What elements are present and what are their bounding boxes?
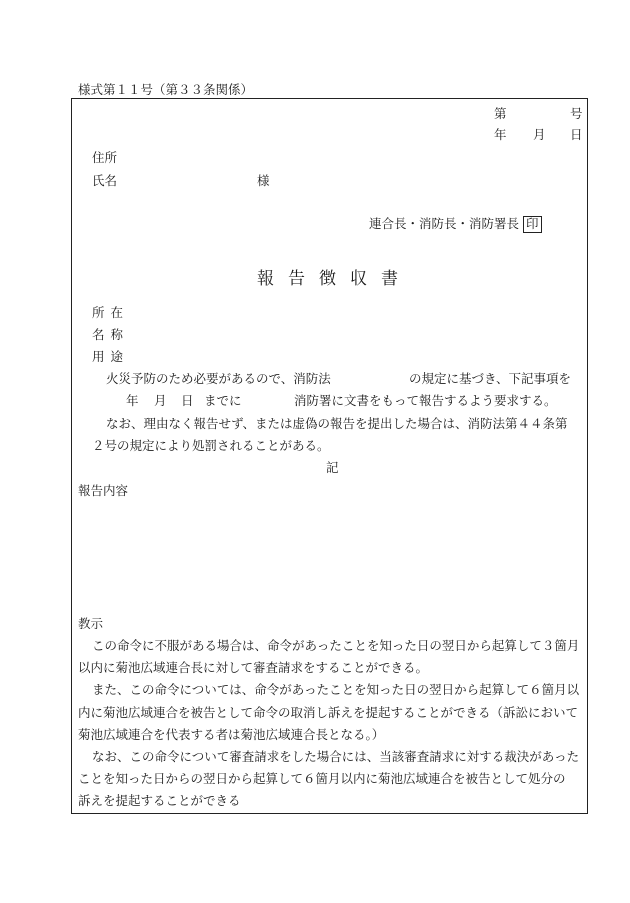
date-year: 年: [494, 127, 507, 142]
body-line3: なお、理由なく報告せず、または虚偽の報告を提出した場合は、消防法第４４条第: [106, 416, 568, 431]
date-month: 月: [533, 127, 546, 142]
doc-number-go: 号: [570, 106, 583, 121]
report-content-label: 報告内容: [78, 483, 129, 498]
form-number: 様式第１１号（第３３条関係）: [78, 82, 254, 97]
issuer: [369, 216, 542, 233]
date-day: 日: [570, 127, 583, 142]
body-line4: ２号の規定により処罰されることがある。: [92, 438, 330, 453]
body-line1-a: 火災予防のため必要があるので、消防法: [106, 371, 331, 386]
name-field-label: 名称: [92, 327, 130, 342]
instruction-p3-line3: 訴えを提起することができる: [78, 793, 241, 808]
address-label: 住所: [92, 150, 118, 165]
document-title: 報告徴収書: [257, 269, 412, 289]
issuer-text: 連合長・消防長・消防署長: [369, 216, 520, 231]
instruction-p3-line2: ことを知った日からの翌日から起算して６箇月以内に菊池広域連合を被告として処分の: [78, 771, 566, 786]
instruction-heading: 教示: [78, 616, 104, 631]
seal-stamp: 印: [523, 216, 542, 233]
honorific: 様: [257, 173, 270, 188]
name-label: 氏名: [92, 173, 118, 188]
instruction-p2-line1: また、この命令については、命令があったことを知った日の翌日から起算して６箇月以: [92, 682, 580, 697]
instruction-p1-line2: 以内に菊池広域連合長に対して審査請求をすることができる。: [78, 660, 429, 675]
body-line1-b: の規定に基づき、下記事項を: [409, 371, 572, 386]
deadline-year: 年: [126, 393, 139, 408]
instruction-p2-line3: 菊池広域連合を代表する者は菊池広域連合長となる。）: [78, 727, 385, 742]
instruction-p3-line1: なお、この命令について審査請求をした場合には、当該審査請求に対する裁決があった: [92, 749, 580, 764]
deadline-day: 日: [181, 393, 194, 408]
deadline-rest: 消防署に文書をもって報告するよう要求する。: [294, 393, 557, 408]
location-label: 所在: [92, 305, 130, 320]
ki-mark: 記: [326, 460, 339, 475]
doc-number-dai: 第: [494, 106, 507, 121]
instruction-p2-line2: 内に菊池広域連合を被告として命令の取消し訴えを提起することができる（訴訟において: [78, 705, 579, 720]
deadline-by: までに: [204, 393, 242, 408]
usage-label: 用途: [92, 349, 130, 364]
deadline-month: 月: [154, 393, 167, 408]
instruction-p1-line1: この命令に不服がある場合は、命令があったことを知った日の翌日から起算して３箇月: [92, 638, 580, 653]
